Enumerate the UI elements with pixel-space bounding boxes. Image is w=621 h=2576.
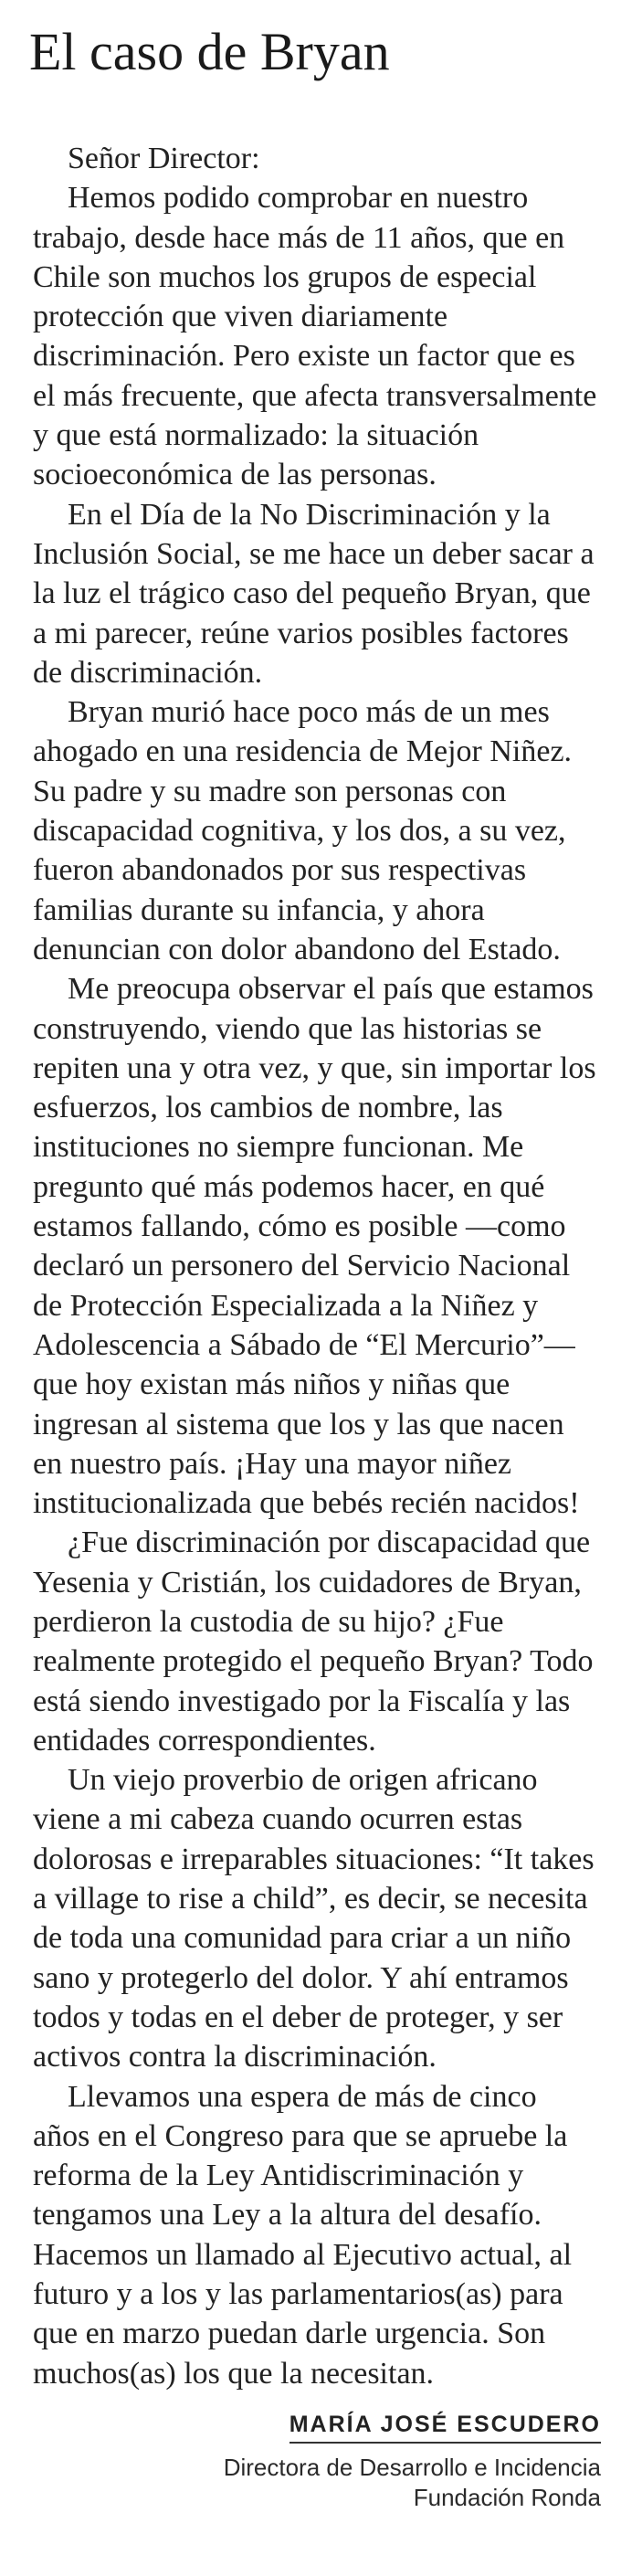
author-name: MARÍA JOSÉ ESCUDERO: [289, 2408, 601, 2444]
author-role: Directora de Desarrollo e Incidencia: [223, 2453, 601, 2481]
signature-block: [33, 2408, 601, 2513]
paragraph-3: Bryan murió hace poco más de un mes ahogado en una residencia de Mejor Niñez. Su padre y su madre son personas con discapacidad cognitiva, y los dos, a su vez, fueron abandonados por sus respectivas familias durante su infancia, y ahora denuncian con dolor abandono del Estado.: [33, 695, 573, 966]
paragraph-7: Llevamos una espera de más de cinco años en el Congreso para que se apruebe la reforma de la Ley Antidiscriminación y tengamos una Ley a la altura del desafío. Hacemos un llamado al Ejecutivo actual, al futuro y a los y las parlamentarios(as) para que en marzo puedan darle urgencia. Son muchos(as) los que la necesitan.: [33, 2079, 573, 2391]
headline: El caso de Bryan: [29, 22, 390, 81]
paragraph-2: En el Día de la No Discriminación y la Inclusión Social, se me hace un deber sacar a la luz el trágico caso del pequeño Bryan, que a mi parecer, reúne varios posibles factores de discriminación.: [33, 497, 595, 690]
paragraph-5: ¿Fue discriminación por discapacidad que Yesenia y Cristián, los cuidadores de Bryan, perdieron la custodia de su hijo? ¿Fue realmente protegido el pequeño Bryan? Todo está siendo investigado por la Fiscalía y las entidades correspondientes.: [33, 1526, 594, 1758]
salutation: Señor Director:: [68, 142, 260, 175]
paragraph-1: Hemos podido comprobar en nuestro trabajo, desde hace más de 11 años, que en Chile son muchos los grupos de especial protección que viven diariamente discriminación. Pero existe un factor que es el más frecuente, que afecta transversalmente y que está normalizado: la situación socioeconómica de las personas.: [33, 181, 597, 492]
letter-body: [33, 139, 601, 2393]
paragraph-6: Un viejo proverbio de origen africano viene a mi cabeza cuando ocurren estas dolorosas e irreparables situaciones: “It takes a village to rise a child”, es decir, se necesita de toda una comunidad para criar a un niño sano y protegerlo del dolor. Y ahí entramos todos y todas en el deber de proteger, y ser activos contra la discriminación.: [33, 1763, 595, 2075]
paragraph-4: Me preocupa observar el país que estamos construyendo, viendo que las historias se repiten una y otra vez, y que, sin importar los esfuerzos, los cambios de nombre, las instituciones no siempre funcionan. Me pregunto qué más podemos hacer, en qué estamos fallando, cómo es posible —como declaró un personero del Servicio Nacional de Protección Especializada a la Niñez y Adolescencia a Sábado de “El Mercurio”— que hoy existan más niños y niñas que ingresan al sistema que los y las que nacen en nuestro país. ¡Hay una mayor niñez institucionalizada que bebés recién nacidos!: [33, 972, 596, 1521]
author-organization: Fundación Ronda: [413, 2483, 601, 2511]
